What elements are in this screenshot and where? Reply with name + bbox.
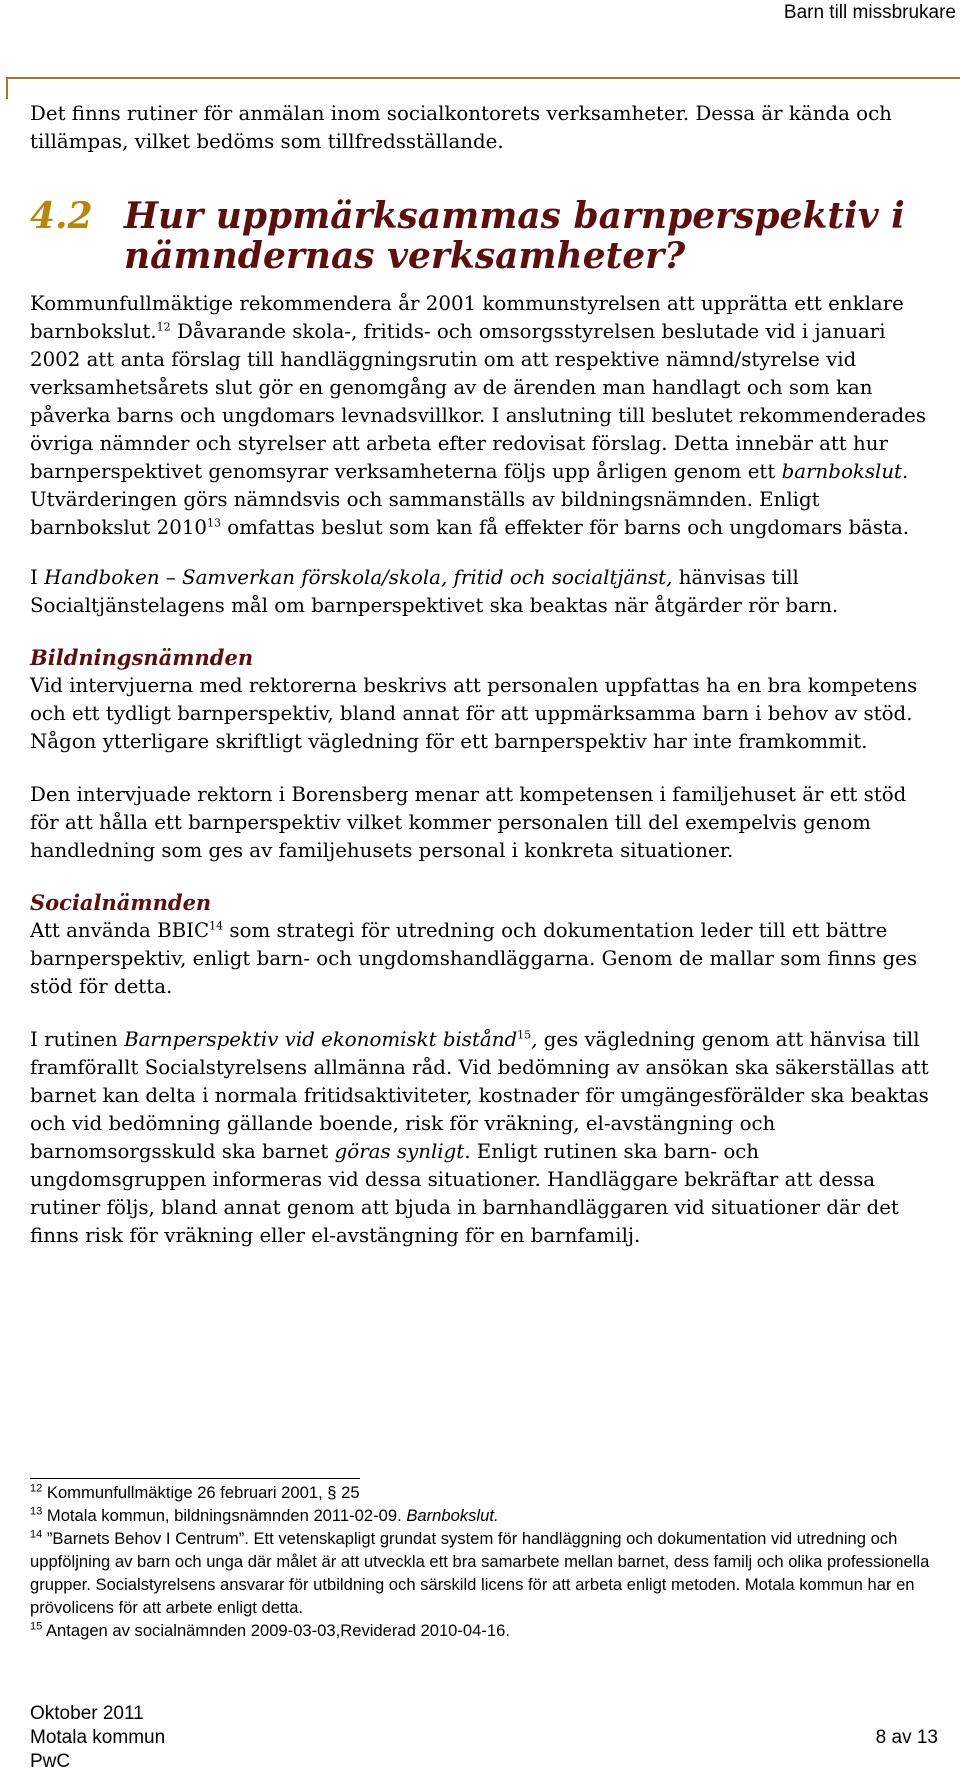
text-run: Dåvarande skola-, fritids- och omsorgsstyrelsen beslutade vid i januari 2002 att anta förslag till handläggningsrutin om att respektive nämnd/styrelse vid verksamhetsårets slut gör en genomgång av de ärenden man handlagt och som kan påverka barns och ungdomars levnadsvillkor. I anslutning till beslutet rekommenderades övriga nämnder och styrelser att arbeta efter redovisat förslag. Detta innebär att hur barnperspektivet genomsyrar verksamheterna följs upp årligen genom ett	[30, 320, 927, 483]
footnote-text: Motala kommun, bildningsnämnden 2011-02-09.	[46, 1506, 407, 1525]
text-run: ges vägledning genom att hänvisa till framförallt Socialstyrelsens allmänna råd. Vid bedömning av ansökan ska säkerställas att barnet kan delta i normala fritidsaktiviteter, kostnader för umgängesförälder ska beaktas och vid bedömning gällande boende, risk för vräkning, el-avstängning och barnomsorgsskuld ska barnet	[30, 1028, 929, 1163]
subheading-bildningsnamnden: Bildningsnämnden	[30, 645, 254, 670]
header-rule	[6, 77, 960, 79]
paragraph-barnbokslut	[30, 290, 935, 542]
paragraph-handboken	[30, 564, 935, 620]
main-content	[30, 100, 935, 1279]
footer-org: Motala kommun	[30, 1727, 166, 1748]
text-run: Kommunfullmäktige rekommendera år 2001 kommunstyrelsen att upprätta ett enklare barnbokslut.	[30, 292, 904, 343]
emphasis-rutin: Barnperspektiv vid ekonomiskt bistånd	[124, 1028, 518, 1051]
footer-date: Oktober 2011	[30, 1703, 144, 1724]
footnote-number: 13	[30, 1505, 43, 1518]
footnote-ref-12: 12	[156, 320, 171, 334]
text-run: Utvärderingen görs nämndsvis och sammanställs av bildningsnämnden. Enligt barnbokslut 2010	[30, 488, 820, 539]
footer-company: PwC	[30, 1751, 71, 1772]
emphasis-barnbokslut: barnbokslut.	[781, 460, 909, 483]
text-run: . Enligt rutinen ska barn- och ungdomsgruppen informeras vid dessa situationer. Handläggare bekräftar att dessa rutiner följs, bland annat genom att bjuda in barnhandläggaren vid situationer där det finns risk för vräkning eller el-avstängning för en barnfamilj.	[30, 1140, 899, 1247]
emphasis-handboken: Handboken – Samverkan förskola/skola, fritid och socialtjänst,	[44, 566, 673, 589]
footnote-12	[30, 1481, 935, 1504]
footnote-ref-13: 13	[207, 516, 222, 530]
paragraph-bildning-2: Den intervjuade rektorn i Borensberg menar att kompetensen i familjehuset är ett stöd för att hålla ett barnperspektiv vilket kommer personalen till del exempelvis genom handledning som ges av familjehusets personal i konkreta situationer.	[30, 783, 907, 862]
page-number: 8 av 13	[875, 1727, 938, 1748]
footnote-ref-15: 15	[517, 1028, 532, 1042]
footnote-15	[30, 1619, 935, 1642]
text-run: hänvisas till Socialtjänstelagens mål om barnperspektivet ska beaktas när åtgärder rör barn.	[30, 566, 839, 617]
text-run: I	[30, 566, 45, 589]
footnote-emphasis: Barnbokslut.	[406, 1506, 499, 1525]
subheading-socialnamnden: Socialnämnden	[30, 890, 212, 915]
header-tick	[6, 77, 8, 99]
footnotes	[30, 1481, 935, 1642]
text-run: Att använda BBIC	[30, 919, 210, 942]
paragraph-social-1	[30, 917, 935, 1001]
paragraph-bildning-1: Vid intervjuerna med rektorerna beskrivs att personalen uppfattas ha en bra kompetens och ett tydligt barnperspektiv, bland annat för att uppmärksamma barn i behov av stöd. Någon ytterligare skriftligt vägledning för ett barnperspektiv har inte framkommit.	[30, 674, 918, 753]
paragraph-social-2	[30, 1026, 935, 1250]
intro-paragraph: Det finns rutiner för anmälan inom socialkontorets verksamheter. Dessa är kända och tillämpas, vilket bedöms som tillfredsställande.	[30, 102, 892, 153]
footnote-text: Kommunfullmäktige 26 februari 2001, § 25	[46, 1483, 360, 1502]
emphasis-synligt: göras synligt	[334, 1140, 465, 1163]
text-run: som strategi för utredning och dokumentation leder till ett bättre barnperspektiv, enligt barn- och ungdomshandläggarna. Genom de mallar som finns ges stöd för detta.	[30, 919, 918, 998]
footnote-separator	[30, 1478, 360, 1479]
footnote-number: 15	[30, 1620, 43, 1633]
footnote-14	[30, 1527, 935, 1619]
section-number: 4.2	[30, 195, 93, 237]
footnote-text: ”Barnets Behov I Centrum”. Ett vetenskapligt grundat system för handläggning och dokumentation vid utredning och uppföljning av barn och unga där målet är att utveckla ett bra samarbete mellan barnet, dess familj och olika professionella grupper. Socialstyrelsens ansvarar för utbildning och särskild licens för att arbeta enligt metoden. Motala kommun har en prövolicens för att arbete enligt detta.	[30, 1529, 930, 1617]
text-run: ,	[531, 1028, 538, 1051]
text-run: I rutinen	[30, 1028, 125, 1051]
section-heading	[30, 196, 935, 276]
footnote-text: Antagen av socialnämnden 2009-03-03,Reviderad 2010-04-16.	[45, 1621, 510, 1640]
footnote-number: 12	[30, 1482, 43, 1495]
footnote-number: 14	[30, 1528, 43, 1541]
text-run: omfattas beslut som kan få effekter för barns och ungdomars bästa.	[221, 516, 910, 539]
header-title: Barn till missbrukare	[783, 2, 956, 23]
footnote-ref-14: 14	[209, 919, 224, 933]
page-footer	[30, 1702, 938, 1774]
section-title: Hur uppmärksammas barnperspektiv i nämndernas verksamheter?	[124, 195, 905, 277]
footnote-13	[30, 1504, 935, 1527]
